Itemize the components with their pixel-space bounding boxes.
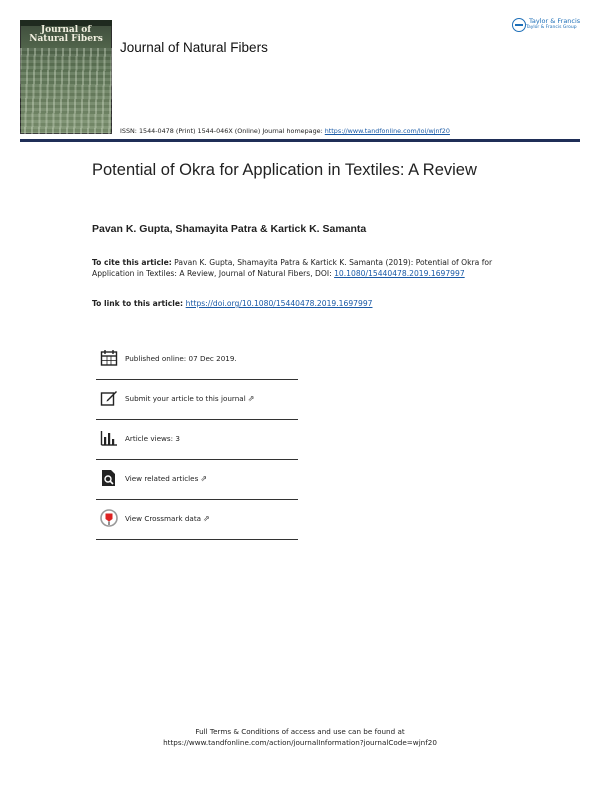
submit-article-label: Submit your article to this journal xyxy=(125,394,246,403)
published-online-item xyxy=(96,340,298,380)
link-label: To link to this article: xyxy=(92,299,186,308)
cite-text: Pavan K. Gupta, Shamayita Patra & Kartick K. Samanta (2019): Potential of Okra for Application in Textiles: A Review, Journal of Natural Fibers, DOI: xyxy=(92,258,493,278)
publisher-logo-text: Taylor & Francis xyxy=(529,17,581,25)
crossmark-icon xyxy=(100,509,118,527)
journal-name[interactable]: Journal of Natural Fibers xyxy=(120,40,268,55)
article-url-link[interactable]: https://doi.org/10.1080/15440478.2019.1697997 xyxy=(185,299,373,308)
article-actions-list xyxy=(96,340,298,540)
header-divider xyxy=(20,139,580,142)
submit-article-link[interactable] xyxy=(125,394,254,403)
article-views-item xyxy=(96,420,298,460)
bar-chart-icon xyxy=(100,429,118,447)
journal-homepage-link[interactable]: https://www.tandfonline.com/loi/wjnf20 xyxy=(324,127,450,135)
crossmark-item[interactable] xyxy=(96,500,298,540)
footer xyxy=(0,726,600,748)
publisher-logo-icon xyxy=(512,18,526,32)
article-link-line xyxy=(92,299,372,308)
related-articles-link[interactable] xyxy=(125,474,207,483)
publisher-logo[interactable] xyxy=(512,18,580,32)
document-search-icon xyxy=(100,469,118,487)
article-views-label: Article views: 3 xyxy=(125,434,180,443)
issn-line xyxy=(120,127,450,135)
issn-text: ISSN: 1544-0478 (Print) 1544-046X (Online) Journal homepage: xyxy=(120,127,325,135)
published-online-label: Published online: 07 Dec 2019. xyxy=(125,354,237,363)
related-articles-item[interactable] xyxy=(96,460,298,500)
external-link-icon: ⇗ xyxy=(203,514,210,523)
cover-title: Journal of Natural Fibers xyxy=(29,25,103,44)
edit-icon xyxy=(100,389,118,407)
footer-terms-link[interactable]: https://www.tandfonline.com/action/journalInformation?journalCode=wjnf20 xyxy=(163,738,437,747)
footer-terms-text: Full Terms & Conditions of access and use can be found at xyxy=(195,727,405,736)
related-articles-label: View related articles xyxy=(125,474,199,483)
doi-link[interactable]: 10.1080/15440478.2019.1697997 xyxy=(334,269,465,278)
crossmark-label: View Crossmark data xyxy=(125,514,202,523)
external-link-icon: ⇗ xyxy=(200,474,208,483)
submit-article-item[interactable] xyxy=(96,380,298,420)
cite-label: To cite this article: xyxy=(92,258,172,267)
cover-texture xyxy=(20,48,112,134)
article-authors[interactable]: Pavan K. Gupta, Shamayita Patra & Kartick K. Samanta xyxy=(92,223,367,235)
article-title: Potential of Okra for Application in Textiles: A Review xyxy=(92,161,477,179)
calendar-icon xyxy=(100,349,118,367)
external-link-icon: ⇗ xyxy=(247,394,255,403)
crossmark-link[interactable] xyxy=(125,514,210,523)
citation-block xyxy=(92,257,512,279)
publisher-logo-subtext: Taylor & Francis Group xyxy=(526,25,577,30)
journal-cover-image xyxy=(20,20,112,134)
